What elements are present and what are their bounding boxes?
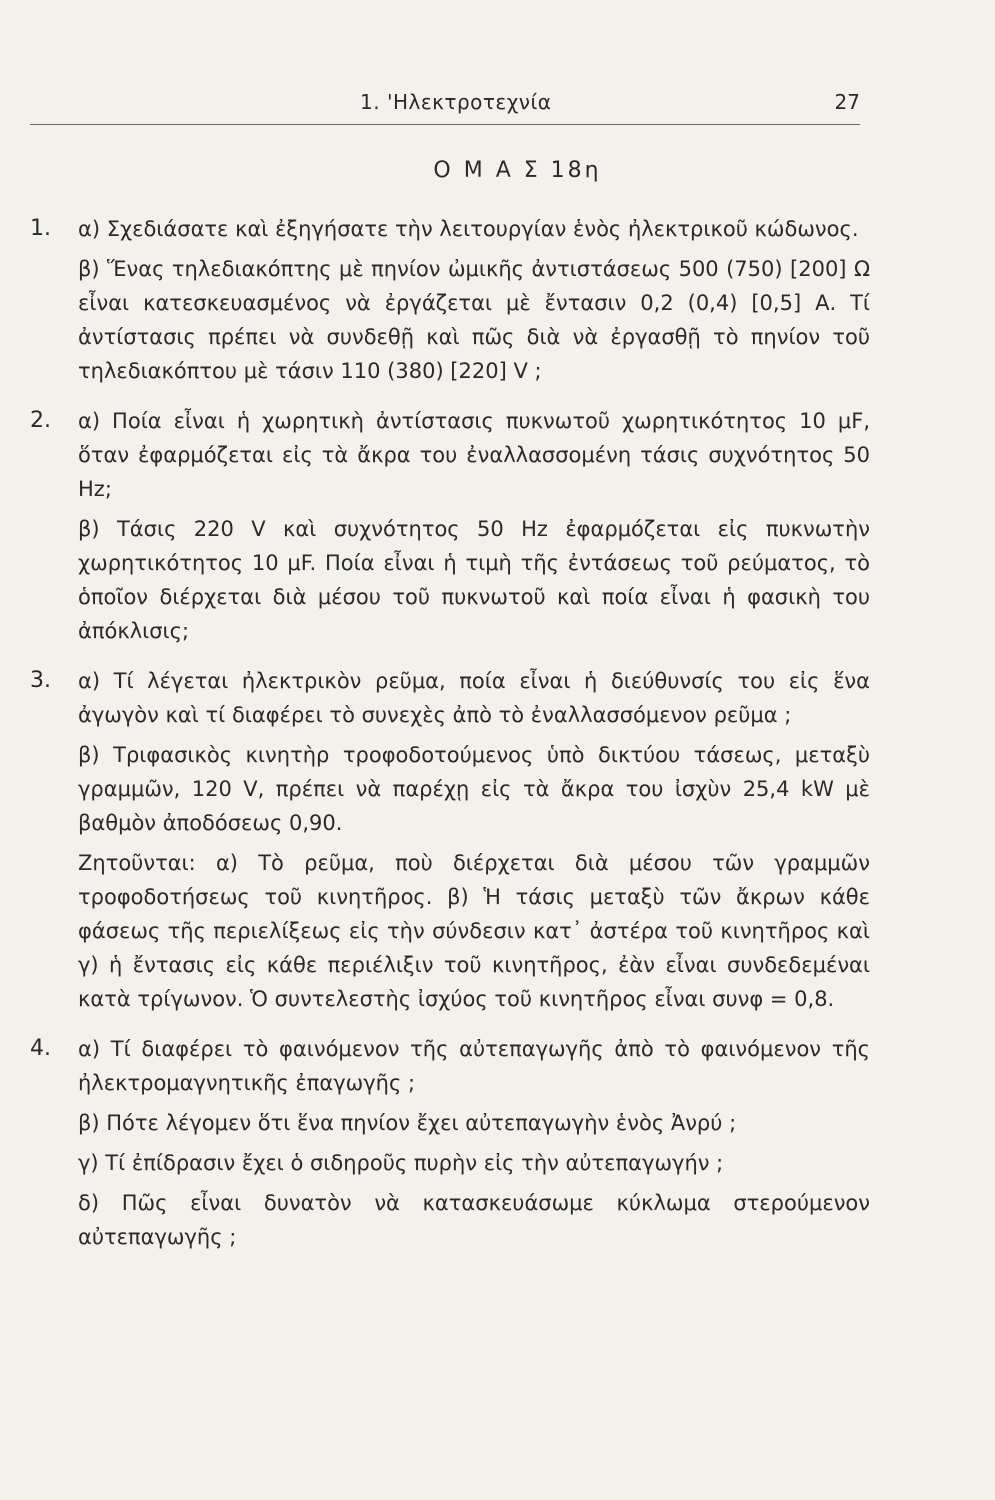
group-title: Ο Μ Α Σ 18η <box>433 158 602 183</box>
question-3 <box>30 664 870 1016</box>
question-part: α) Τί λέγεται ἠλεκτρικὸν ρεῦμα, ποία εἶναι ἡ διεύθυνσίς του εἰς ἕνα ἀγωγὸν καὶ τί διαφέρει τὸ συνεχὲς ἀπὸ τὸ ἐναλλασσόμενον ρεῦμα ; <box>78 669 870 727</box>
page-number: 27 <box>834 90 860 114</box>
questions-list <box>30 212 870 1270</box>
question-part: α) Σχεδιάσατε καὶ ἐξηγήσατε τὴν λειτουργίαν ἑνὸς ἠλεκτρικοῦ κώδωνος. <box>78 217 859 241</box>
question-part: β) Ἕνας τηλεδιακόπτης μὲ πηνίον ὠμικῆς ἀντιστάσεως 500 (750) [200] Ω εἶναι κατεσκευασμένος νὰ ἐργάζεται μὲ ἔντασιν 0,2 (0,4) [0,5] Α. Τί ἀντίστασις πρέπει νὰ συνδεθῇ καὶ πῶς διὰ νὰ ἐργασθῇ τὸ πηνίον τοῦ τηλεδιακόπτου μὲ τάσιν 110 (380) [220] V ; <box>78 257 870 383</box>
question-part: α) Ποία εἶναι ἡ χωρητικὴ ἀντίστασις πυκνωτοῦ χωρητικότητος 10 μF, ὅταν ἐφαρμόζεται εἰς τὰ ἄκρα του ἐναλλασσομένη τάσις συχνότητος 50 Hz; <box>78 409 870 501</box>
question-part: γ) Τί ἐπίδρασιν ἔχει ὁ σιδηροῦς πυρὴν εἰς τὴν αὐτεπαγωγήν ; <box>78 1151 724 1175</box>
chapter-title: 1. 'Ηλεκτροτεχνία <box>360 90 552 114</box>
running-header <box>30 88 860 124</box>
question-2 <box>30 404 870 648</box>
question-number: 3. <box>30 668 51 693</box>
question-number: 4. <box>30 1036 51 1061</box>
question-1 <box>30 212 870 388</box>
question-4 <box>30 1032 870 1254</box>
question-part: β) Τάσις 220 V καὶ συχνότητος 50 Hz ἐφαρμόζεται εἰς πυκνωτὴν χωρητικότητος 10 μF. Ποία εἶναι ἡ τιμὴ τῆς ἐντάσεως τοῦ ρεύματος, τὸ ὁποῖον διέρχεται διὰ μέσου τοῦ πυκνωτοῦ καὶ ποία εἶναι ἡ φασικὴ του ἀπόκλισις; <box>78 517 870 643</box>
header-rule <box>30 124 860 125</box>
question-part: α) Τί διαφέρει τὸ φαινόμενον τῆς αὐτεπαγωγῆς ἀπὸ τὸ φαινόμενον τῆς ἠλεκτρομαγνητικῆς ἐπαγωγῆς ; <box>78 1037 870 1095</box>
question-part: β) Πότε λέγομεν ὅτι ἕνα πηνίον ἔχει αὐτεπαγωγὴν ἑνὸς Ἀνρύ ; <box>78 1111 737 1135</box>
question-part: Ζητοῦνται: α) Τὸ ρεῦμα, ποὺ διέρχεται διὰ μέσου τῶν γραμμῶν τροφοδοτήσεως τοῦ κινητῆρος. β) Ἡ τάσις μεταξὺ τῶν ἄκρων κάθε φάσεως τῆς περιελίξεως εἰς τὴν σύνδεσιν κατ᾽ ἀστέρα τοῦ κινητῆρος καὶ γ) ἡ ἔντασις εἰς κάθε περιέλιξιν τοῦ κινητῆρος, ἐὰν εἶναι συνδεδεμέναι κατὰ τρίγωνον. Ὁ συντελεστὴς ἰσχύος τοῦ κινητῆρος εἶναι συνφ = 0,8. <box>78 851 870 1011</box>
question-number: 2. <box>30 408 51 433</box>
question-part: β) Τριφασικὸς κινητὴρ τροφοδοτούμενος ὑπὸ δικτύου τάσεως, μεταξὺ γραμμῶν, 120 V, πρέπει νὰ παρέχῃ εἰς τὰ ἄκρα του ἰσχὺν 25,4 kW μὲ βαθμὸν ἀποδόσεως 0,90. <box>78 743 870 835</box>
question-part: δ) Πῶς εἶναι δυνατὸν νὰ κατασκευάσωμε κύκλωμα στερούμενον αὐτεπαγωγῆς ; <box>78 1191 870 1249</box>
question-number: 1. <box>30 216 51 241</box>
